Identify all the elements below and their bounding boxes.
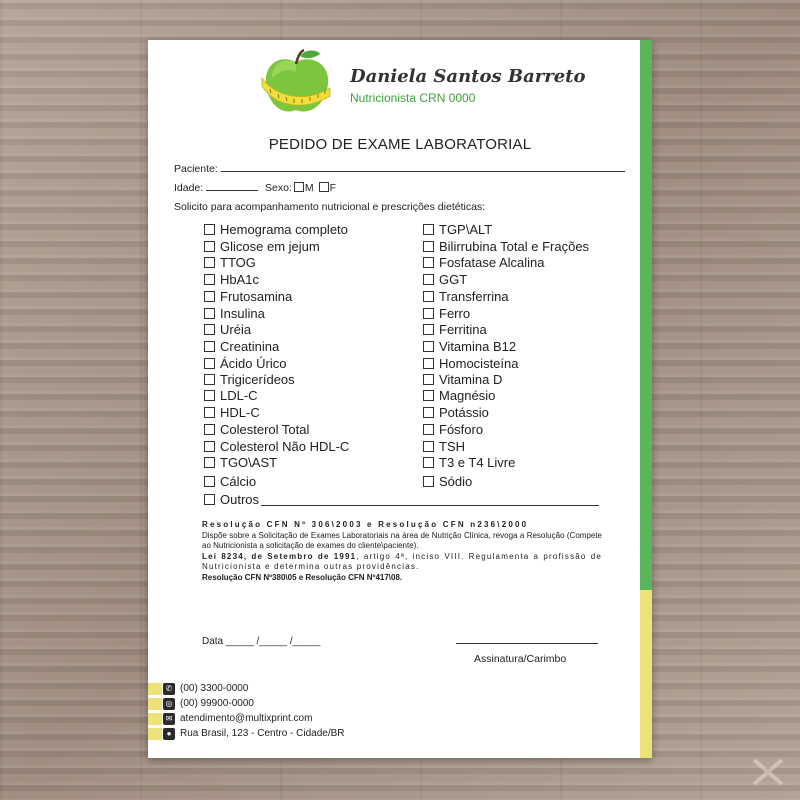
mail-icon: ✉ xyxy=(163,713,175,725)
exam-item: Ácido Úrico xyxy=(204,356,286,371)
exam-item: Insulina xyxy=(204,306,265,321)
exam-item: Fosfatase Alcalina xyxy=(423,255,545,270)
exam-item: Fósforo xyxy=(423,422,483,437)
contact-accent-bar xyxy=(148,683,162,695)
contact-accent-bar xyxy=(148,698,162,710)
nutritionist-role: Nutricionista CRN 0000 xyxy=(350,91,476,105)
exam-checkbox[interactable] xyxy=(423,341,434,352)
exam-item: TGP\ALT xyxy=(423,222,492,237)
exam-item: T3 e T4 Livre xyxy=(423,455,515,470)
exam-checkbox[interactable] xyxy=(423,308,434,319)
exam-item: TGO\AST xyxy=(204,455,277,470)
exam-checkbox[interactable] xyxy=(204,224,215,235)
exam-checkbox[interactable] xyxy=(423,257,434,268)
exam-item: TTOG xyxy=(204,255,256,270)
exam-item: Colesterol Não HDL-C xyxy=(204,439,349,454)
exam-item: Ferro xyxy=(423,306,470,321)
sex-f-label: F xyxy=(329,182,336,194)
age-field-line[interactable] xyxy=(206,180,258,191)
exam-item: TSH xyxy=(423,439,465,454)
exam-item: Uréia xyxy=(204,322,251,337)
age-label: Idade: xyxy=(174,182,204,194)
exam-checkbox[interactable] xyxy=(204,257,215,268)
exam-item: Cálcio xyxy=(204,474,256,489)
signature-line[interactable] xyxy=(456,643,598,644)
exam-checkbox[interactable] xyxy=(204,241,215,252)
exam-checkbox[interactable] xyxy=(204,407,215,418)
patient-field-line[interactable] xyxy=(221,161,625,172)
exam-checkbox[interactable] xyxy=(204,291,215,302)
yellow-side-stripe xyxy=(640,590,652,758)
nutritionist-name: Daniela Santos Barreto xyxy=(350,66,586,87)
exam-checkbox[interactable] xyxy=(204,424,215,435)
legal-line-2: Dispõe sobre a Solicitação de Exames Laboratoriais na área de Nutrição Clínica, revoga a Resolução (Compete ao Nutricionista a solicitação de exames do cliente\paciente). xyxy=(202,530,602,550)
exam-item: Ferritina xyxy=(423,322,487,337)
exam-item: Vitamina B12 xyxy=(423,339,516,354)
exam-checkbox[interactable] xyxy=(423,324,434,335)
exam-item: Homocisteína xyxy=(423,356,518,371)
request-intro-text: Solicito para acompanhamento nutricional e prescrições dietéticas: xyxy=(174,201,486,213)
exam-checkbox[interactable] xyxy=(423,291,434,302)
exam-item: Frutosamina xyxy=(204,289,292,304)
exam-checkbox[interactable] xyxy=(423,424,434,435)
legal-resolution-text xyxy=(202,520,602,583)
exam-item: Transferrina xyxy=(423,289,509,304)
contact-whatsapp: ◎ (00) 99900-0000 xyxy=(148,698,408,712)
contact-address: ● Rua Brasil, 123 - Centro - Cidade/BR xyxy=(148,728,408,742)
sex-m-label: M xyxy=(304,182,314,194)
legal-line-3: Lei 8234, de Setembro de 1991, artigo 4ª, inciso VIII. Regulamenta a profissão de Nutricionista e determina outras providências. xyxy=(202,551,602,571)
exam-item: Hemograma completo xyxy=(204,222,348,237)
exam-checkbox[interactable] xyxy=(204,476,215,487)
exam-item: Bilirrubina Total e Frações xyxy=(423,239,589,254)
age-sex-row xyxy=(174,180,336,194)
exam-checkbox[interactable] xyxy=(423,390,434,401)
exam-checkbox[interactable] xyxy=(423,274,434,285)
contact-accent-bar xyxy=(148,713,162,725)
exam-checkbox[interactable] xyxy=(423,241,434,252)
exam-checkbox[interactable] xyxy=(204,308,215,319)
exam-item: Glicose em jejum xyxy=(204,239,320,254)
sex-f-checkbox[interactable] xyxy=(319,182,329,192)
patient-row xyxy=(174,161,625,175)
exam-item: Magnésio xyxy=(423,388,495,403)
exam-checkbox[interactable] xyxy=(204,358,215,369)
exam-checkbox[interactable] xyxy=(423,476,434,487)
contact-accent-bar xyxy=(148,728,162,740)
exam-checkbox[interactable] xyxy=(204,341,215,352)
brand-watermark-icon xyxy=(748,752,788,792)
outros-field-line[interactable] xyxy=(261,493,599,506)
exam-item: LDL-C xyxy=(204,388,258,403)
exam-item: GGT xyxy=(423,272,467,287)
exam-checkbox[interactable] xyxy=(423,224,434,235)
exam-item: Potássio xyxy=(423,405,489,420)
exam-checkbox[interactable] xyxy=(204,324,215,335)
exam-item: HbA1c xyxy=(204,272,259,287)
page-title: PEDIDO DE EXAME LABORATORIAL xyxy=(268,136,532,153)
contact-phone: ✆ (00) 3300-0000 xyxy=(148,683,408,697)
green-side-stripe xyxy=(640,40,652,590)
exam-item-outros: Outros xyxy=(204,492,599,507)
whatsapp-icon: ◎ xyxy=(163,698,175,710)
sex-label: Sexo: xyxy=(265,182,292,194)
legal-line-1: Resolução CFN Nº 306\2003 e Resolução CFN n236\2000 xyxy=(202,520,529,529)
patient-label: Paciente: xyxy=(174,163,218,175)
exam-checkbox[interactable] xyxy=(423,407,434,418)
contact-email: ✉ atendimento@multixprint.com xyxy=(148,713,408,727)
exam-checkbox[interactable] xyxy=(204,374,215,385)
exam-item: Colesterol Total xyxy=(204,422,309,437)
legal-line-4: Resolução CFN Nº380\05 e Resolução CFN Nº417\08. xyxy=(202,572,403,582)
exam-checkbox[interactable] xyxy=(423,457,434,468)
exam-item: Creatinina xyxy=(204,339,279,354)
exam-item: Trigicerídeos xyxy=(204,372,295,387)
signature-label: Assinatura/Carimbo xyxy=(474,653,567,665)
sex-m-checkbox[interactable] xyxy=(294,182,304,192)
exam-checkbox[interactable] xyxy=(204,457,215,468)
exam-checkbox[interactable] xyxy=(423,358,434,369)
date-field[interactable]: Data _____ /_____ /_____ xyxy=(202,636,321,647)
location-pin-icon: ● xyxy=(163,728,175,740)
exam-checkbox[interactable] xyxy=(204,441,215,452)
phone-icon: ✆ xyxy=(163,683,175,695)
apple-measuring-tape-logo xyxy=(260,48,332,118)
exam-item: HDL-C xyxy=(204,405,260,420)
exam-checkbox[interactable] xyxy=(423,441,434,452)
exam-checkbox[interactable] xyxy=(204,274,215,285)
exam-item: Sódio xyxy=(423,474,472,489)
exam-checkbox[interactable] xyxy=(204,494,215,505)
exam-item: Vitamina D xyxy=(423,372,502,387)
exam-checkbox[interactable] xyxy=(204,390,215,401)
exam-checkbox[interactable] xyxy=(423,374,434,385)
exam-request-sheet xyxy=(148,40,652,758)
